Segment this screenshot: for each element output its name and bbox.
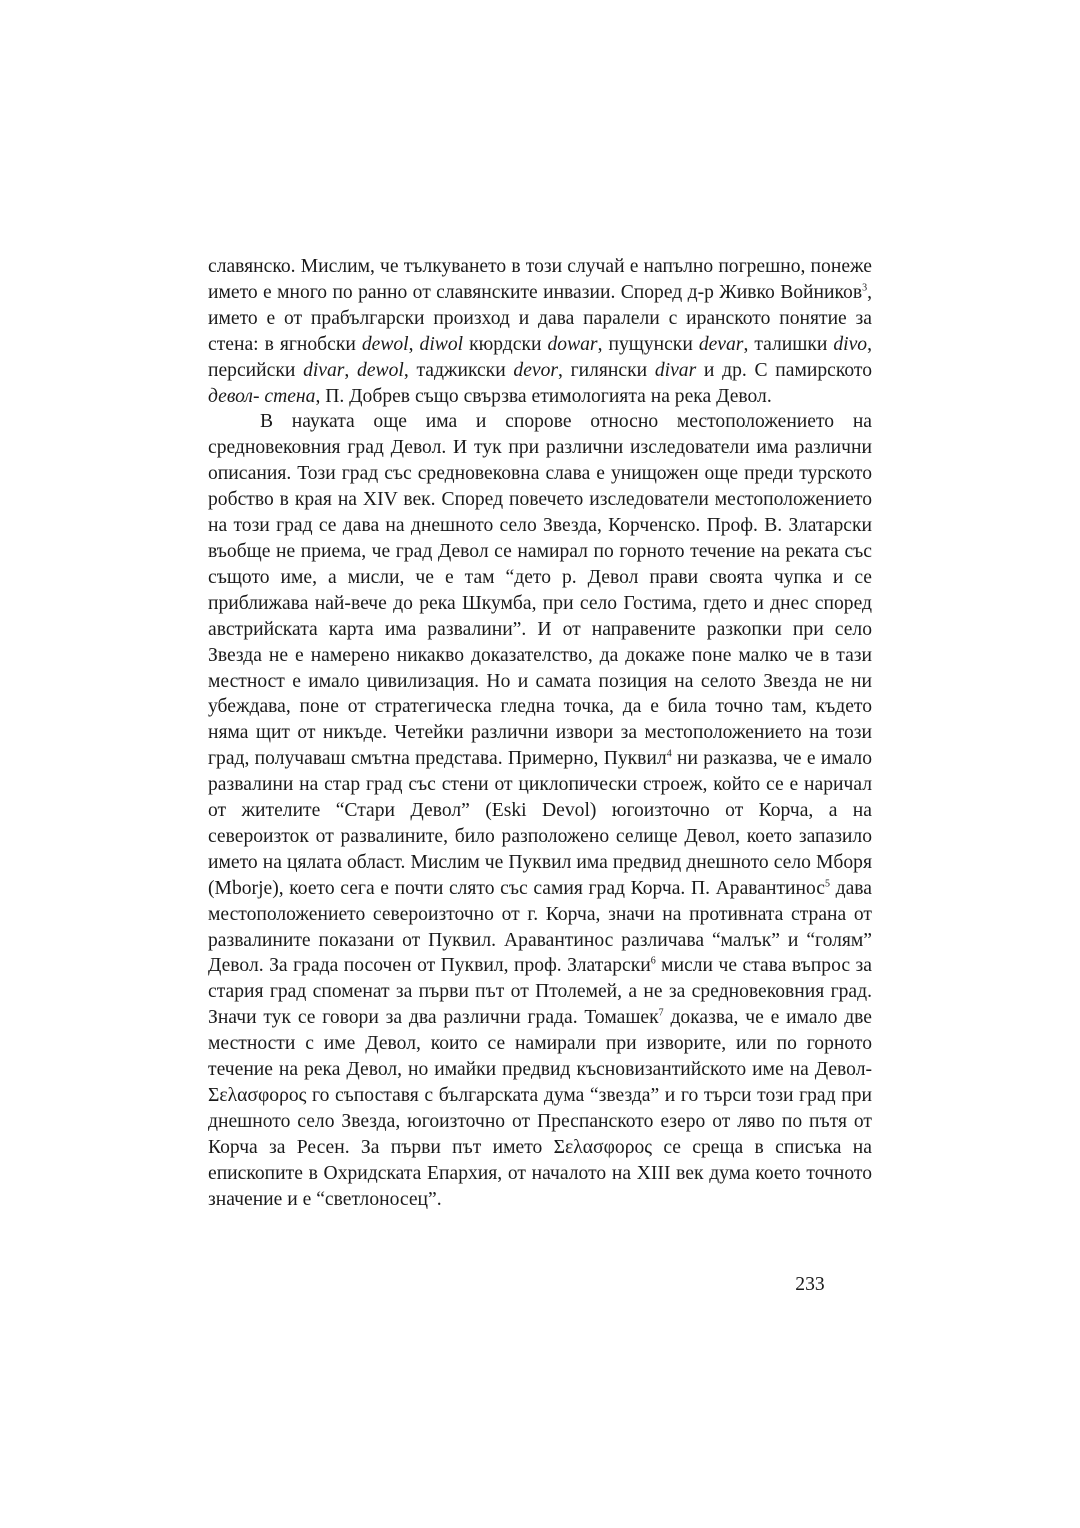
footnote-ref-7[interactable]: 7 (658, 1007, 664, 1019)
paragraph-2: В науката още има и спорове относно местоположението на средновековния град Девол. И тук при различни изследователи има различни описания. Този град със средновековна слава е унищожен още преди турското робство в края на XIV век. Според повечето изследователи местоположението на този град се дава на днешното село Звезда, Корченско. Проф. В. Златарски въобще не приема, че град Девол се намирал по горното течение на реката със същото име, а мисли, че е там “дето р. Девол прави своята чупка и се приближава най-вече до река Шкумба, при село Гостима, гдето и днес според австрийската карта има развалини”. И от направените разкопки при село Звезда не е намерено никакво доказателство, да докаже поне малко че в тази местност е имало цивилизация. Но и самата позиция на селото Звезда не ни убеждава, поне от стратегическа гледна точка, да е била точно там, където няма щит от никъде. Четейки различни извори за местоположението на този град, получаваш смътна представа. Примерно, Пуквил$^4$ ни разказва, че е имало развалини на стар град със стени от циклопически строеж, който се е наричал от жителите “Стари Девол” (Eski Devol) югоизточно от Корча, а на североизток от развалините, било разположено селище Девол, което запазило името на цялата област. Мислим че Пуквил има предвид днешното село Мборя (Mborje), което сега е почти слято със самия град Корча. П. Аравантинос$^5$ дава местоположението североизточно от г. Корча, значи на противната страна от развалините показани от Пуквил. Аравантинос различава “малък” и “голям” Девол. За града посочен от Пуквил, проф. Златарски$^6$ мисли че става въпрос за стария град споменат за първи път от Птолемей, а не за средновековния град. Значи тук се говори за два различни града. Томашек$^7$ доказва, че е имало две местности с име Девол, които се намирали при изворите, или по горното течение на река Девол, но имайки предвид късновизантийското име на Девол- Σελασφορος го съпоставя с българската дума “звезда” и го търси този град при днешното село Звезда, югоизточно от Преспанското езеро от ляво по пътя от Корча за Ресен. За първи път името Σελασφορος се среща в списъка на епископите в Охридската Епархия, от началото на XIII век дума което точното значение и е “светлоносец”. (208, 411, 872, 1210)
paragraph-1: славянско. Мислим, че тълкуването в този случай е напълно погрешно, понеже името е много по ранно от славянските инвазии. Според д-р Живко Войников$^3$, името е от прабългарски произход и дава паралели с иранското понятие за стена: в ягнобски dewol, diwol кюрдски dowar, пущунски devar, талишки divo, персийски divar, dewol, таджикски devor, гилянски divar и др. С памирското девол- стена, П. Добрев също свързва етимологията на река Девол. (208, 256, 872, 407)
footnote-ref-5[interactable]: 5 (824, 878, 830, 890)
body-text (208, 254, 872, 1213)
page-number: 233 (795, 1274, 825, 1295)
footnote-ref-3[interactable]: 3 (862, 282, 868, 294)
footnote-ref-4[interactable]: 4 (666, 748, 672, 760)
footnote-ref-6[interactable]: 6 (650, 955, 656, 967)
